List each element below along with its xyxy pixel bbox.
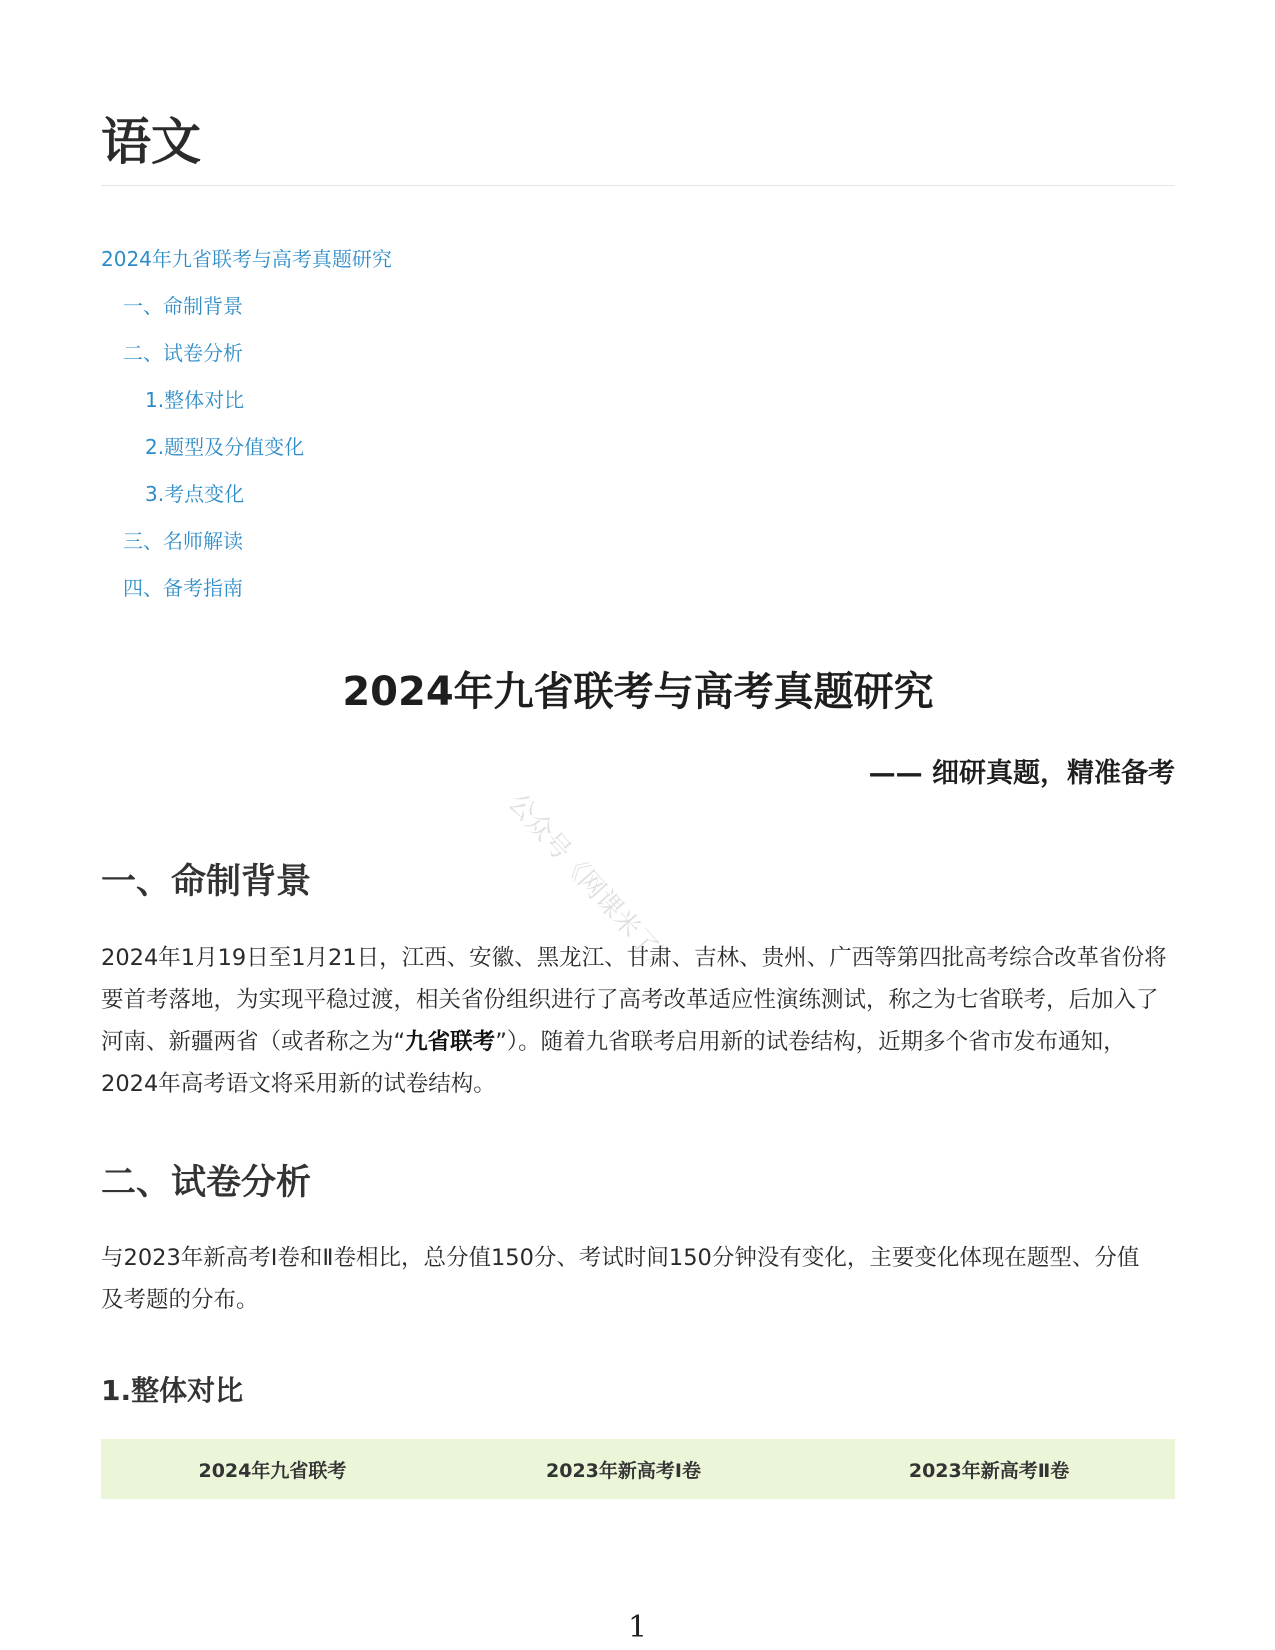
toc-link-prep-guide[interactable]: 四、备考指南	[123, 576, 243, 600]
section-heading-paper-analysis: 二、试卷分析	[101, 1163, 312, 1203]
section-heading-background: 一、命制背景	[101, 862, 312, 902]
section-paragraph-paper-analysis: 与2023年新高考Ⅰ卷和Ⅱ卷相比，总分值150分、考试时间150分钟没有变化，主要变化体现在题型、分值及考题的分布。	[101, 1245, 1140, 1313]
table-header-cell: 2023年新高考Ⅱ卷	[803, 1439, 1175, 1499]
toc-link-question-type-changes[interactable]: 2.题型及分值变化	[145, 435, 305, 459]
watermark-text: 公众号《网课米了》	[501, 788, 681, 983]
subsection-heading-overall-comparison: 1.整体对比	[101, 1374, 244, 1407]
table-header-cell: 2023年新高考Ⅰ卷	[444, 1439, 803, 1499]
document-title: 2024年九省联考与高考真题研究	[342, 669, 934, 715]
page-title: 语文	[101, 113, 201, 171]
document-subtitle: —— 细研真题，精准备考	[868, 758, 1175, 789]
page-number: 1	[627, 1610, 648, 1645]
toc-link-doc-title[interactable]: 2024年九省联考与高考真题研究	[101, 247, 392, 271]
bold-term: 九省联考	[405, 1029, 496, 1055]
toc-link-expert-interpretation[interactable]: 三、名师解读	[123, 529, 243, 553]
title-divider	[101, 185, 1175, 186]
comparison-table	[101, 1439, 1175, 1499]
section-paragraph-background	[101, 937, 1175, 1105]
toc-link-paper-analysis[interactable]: 二、试卷分析	[123, 341, 243, 365]
table-header-row	[101, 1439, 1175, 1499]
table-header-cell: 2024年九省联考	[101, 1439, 444, 1499]
paragraph-text: 2024年1月19日至1月21日，江西、安徽、黑龙江、甘肃、吉林、贵州、广西等第四批高考综合改革省份将要首考落地，为实现平稳过渡，相关省份组织进行了高考改革适应性演练测试，称之为七省联考，后加入了河南、新疆两省（或者称之为“	[101, 945, 1167, 1055]
toc-link-background[interactable]: 一、命制背景	[123, 294, 243, 318]
toc-link-overall-comparison[interactable]: 1.整体对比	[145, 388, 245, 412]
toc-link-test-point-changes[interactable]: 3.考点变化	[145, 482, 245, 506]
table-of-contents	[101, 236, 801, 612]
paragraph-text: ”）。随着九省联考启用新的试卷结构，近期多个省市发布通知，2024年高考语文将采用新的试卷结构。	[101, 1029, 1126, 1097]
